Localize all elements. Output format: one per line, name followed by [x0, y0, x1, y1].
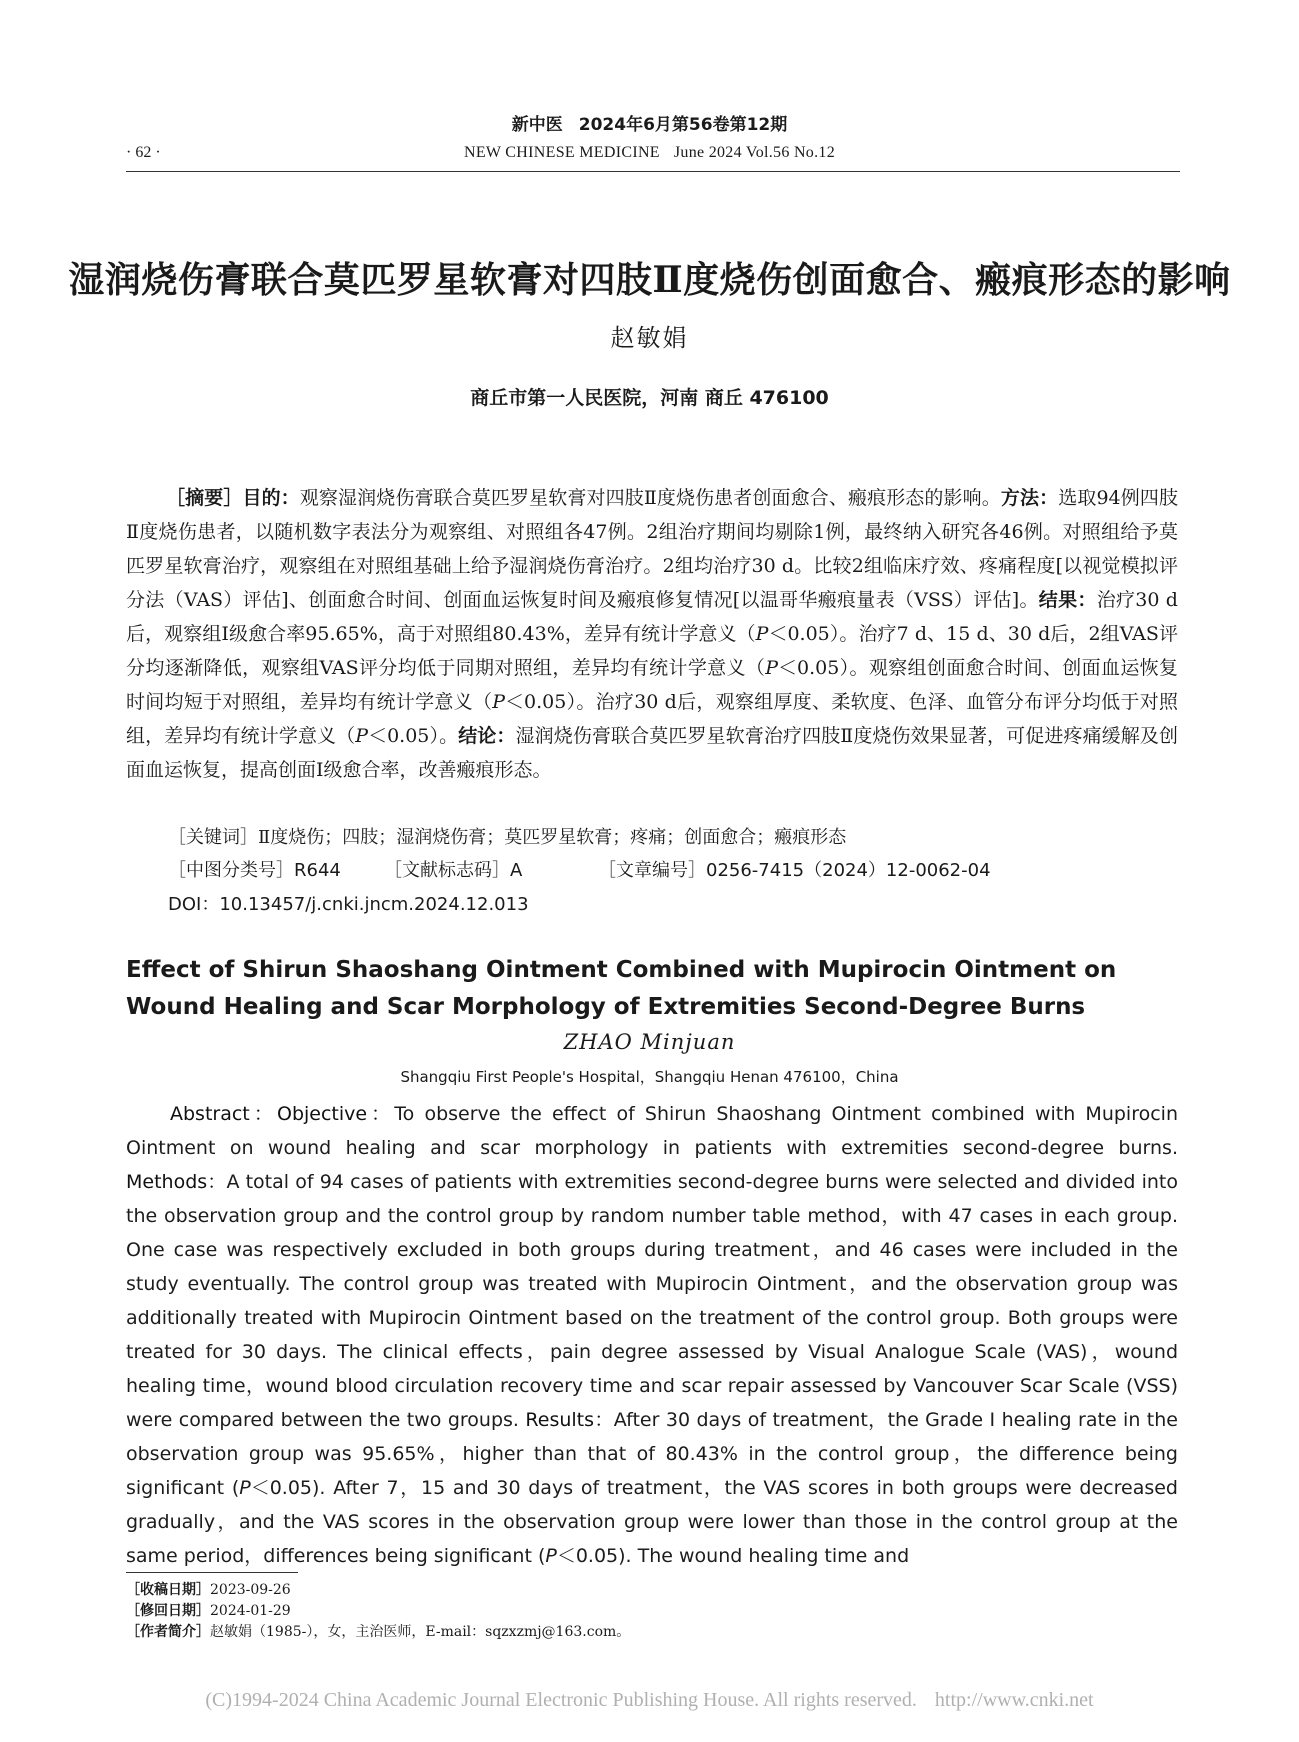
abstract-en-label: Abstract： [170, 1103, 277, 1125]
received-date: 2023-09-26 [210, 1582, 291, 1598]
keywords-text: Ⅱ度烧伤；四肢；湿润烧伤膏；莫匹罗星软膏；疼痛；创面愈合；瘢痕形态 [258, 827, 847, 848]
issue-info-cn: 2024年6月第56卷第12期 [578, 115, 788, 135]
copyright-notice [0, 1689, 1299, 1712]
methods-en-label: Methods： [126, 1171, 227, 1193]
results-en-text: ＜0.05). After 7，15 and 30 days of treatment，the VAS scores in both groups were decreased gradually，and the VAS scores in the observation group were lower than those in the control group at the same period，differences being significant ( [126, 1477, 1178, 1567]
author-info: 赵敏娟（1985-），女，主治医师，E-mail：sqzxzmj@163.com。 [210, 1624, 631, 1640]
results-text: ＜0.05）。 [368, 725, 459, 747]
conclusion-label: 结论： [458, 725, 516, 747]
p-value-symbol: P [755, 623, 769, 645]
journal-header-en [0, 144, 1299, 162]
issue-info-en: June 2024 Vol.56 No.12 [673, 144, 836, 161]
affiliation-en: Shangqiu First People's Hospital，Shangqiu Henan 476100，China [400, 1068, 899, 1086]
doi: DOI：10.13457/j.cnki.jncm.2024.12.013 [168, 894, 529, 915]
footnote-divider [126, 1572, 298, 1573]
results-text: ＜0.05）。治疗30 d后，观察组厚度、柔软度、色泽、血管分布评分均低于对照组，差异均有统计学意义（ [126, 691, 1178, 747]
abstract-label: ［摘要］ [166, 487, 243, 509]
objective-en-label: Objective： [276, 1103, 395, 1125]
received-label: ［收稿日期］ [126, 1582, 210, 1598]
results-text: ＜0.05）。观察组创面愈合时间、创面血运恢复时间均短于对照组，差异均有统计学意义（ [126, 657, 1179, 713]
journal-name-cn: 新中医 [511, 115, 563, 135]
copyright-text: (C)1994-2024 China Academic Journal Electronic Publishing House. All rights reserved. [205, 1689, 917, 1711]
abstract-en [126, 1097, 1178, 1573]
conclusion-text: 湿润烧伤膏联合莫匹罗星软膏治疗四肢Ⅱ度烧伤效果显著，可促进疼痛缓解及创面血运恢复，提高创面Ⅰ级愈合率，改善瘢痕形态。 [126, 725, 1178, 781]
results-text: ＜0.05）。治疗7 d、15 d、30 d后，2组VAS评分均逐渐降低，观察组VAS评分均低于同期对照组，差异均有统计学意义（ [126, 623, 1178, 679]
objective-label: 目的： [242, 487, 300, 509]
p-value-symbol: P [765, 657, 778, 679]
article-title-en: Effect of Shirun Shaoshang Ointment Combined with Mupirocin Ointment on Wound Healing and Scar Morphology of Extremities Second-Degree Burns [126, 957, 1117, 1020]
abstract-cn [126, 481, 1178, 787]
results-text: 治疗30 d后，观察组Ⅰ级愈合率95.65%，高于对照组80.43%，差异有统计学意义（ [126, 589, 1178, 645]
classification-line [168, 856, 1178, 882]
author-info-label: ［作者简介］ [126, 1624, 210, 1640]
page-number: · 62 · [126, 144, 161, 161]
cnki-link[interactable]: http://www.cnki.net [934, 1689, 1094, 1711]
article-number: ［文章编号］0256-7415（2024）12-0062-04 [598, 860, 991, 881]
results-en-text: After 30 days of treatment，the Grade I healing rate in the observation group was 95.65%，higher than that of 80.43% in the control group，the difference being significant ( [126, 1409, 1178, 1499]
p-value-symbol: P [492, 691, 506, 713]
revised-label: ［修回日期］ [126, 1603, 210, 1619]
journal-header-cn [0, 110, 1299, 135]
p-value-symbol: P [239, 1477, 251, 1499]
header-divider [126, 171, 1180, 172]
keywords-label: ［关键词］ [168, 827, 258, 848]
author-en: ZHAO Minjuan [563, 1030, 736, 1054]
objective-en-text: To observe the effect of Shirun Shaoshang Ointment combined with Mupirocin Ointment on wound healing and scar morphology in patients with extremities second-degree burns. [126, 1103, 1178, 1159]
p-value-symbol: P [545, 1545, 557, 1567]
methods-text: 选取94例四肢Ⅱ度烧伤患者，以随机数字表法分为观察组、对照组各47例。2组治疗期间均剔除1例，最终纳入研究各46例。对照组给予莫匹罗星软膏治疗，观察组在对照组基础上给予湿润烧伤膏治疗。2组均治疗30 d。比较2组临床疗效、疼痛程度[以视觉模拟评分法（VAS）评估]、创面愈合时间、创面血运恢复时间及瘢痕修复情况[以温哥华瘢痕量表（VSS）评估]。 [126, 487, 1178, 611]
journal-name-en: NEW CHINESE MEDICINE [463, 144, 660, 161]
footnote-received [126, 1580, 291, 1600]
author-cn: 赵敏娟 [610, 324, 689, 352]
article-title-cn: 湿润烧伤膏联合莫匹罗星软膏对四肢Ⅱ度烧伤创面愈合、瘢痕形态的影响 [68, 259, 1231, 301]
footnote-revised [126, 1601, 291, 1621]
document-code: ［文献标志码］A [384, 860, 523, 881]
p-value-symbol: P [355, 725, 369, 747]
methods-label: 方法： [1000, 487, 1059, 509]
revised-date: 2024-01-29 [210, 1603, 291, 1619]
results-label: 结果： [1038, 589, 1097, 611]
footnote-author [126, 1622, 630, 1642]
results-en-label: Results： [525, 1409, 614, 1431]
keywords-line [168, 823, 1178, 849]
methods-en-text: A total of 94 cases of patients with extremities second-degree burns were selected and divided into the observation group and the control group by random number table method，with 47 cases in each group. One case was respectively excluded in both groups during treatment，and 46 cases were included in the study eventually. The control group was treated with Mupirocin Ointment，and the observation group was additionally treated with Mupirocin Ointment based on the treatment of the control group. Both groups were treated for 30 days. The clinical effects，pain degree assessed by Visual Analogue Scale (VAS)，wound healing time，wound blood circulation recovery time and scar repair assessed by Vancouver Scar Scale (VSS) were compared between the two groups. [126, 1171, 1178, 1431]
affiliation-cn: 商丘市第一人民医院，河南 商丘 476100 [470, 387, 829, 409]
results-en-text: ＜0.05). The wound healing time and [556, 1545, 910, 1567]
objective-text: 观察湿润烧伤膏联合莫匹罗星软膏对四肢Ⅱ度烧伤患者创面愈合、瘢痕形态的影响。 [299, 487, 1001, 509]
clc-number: ［中图分类号］R644 [168, 860, 341, 881]
